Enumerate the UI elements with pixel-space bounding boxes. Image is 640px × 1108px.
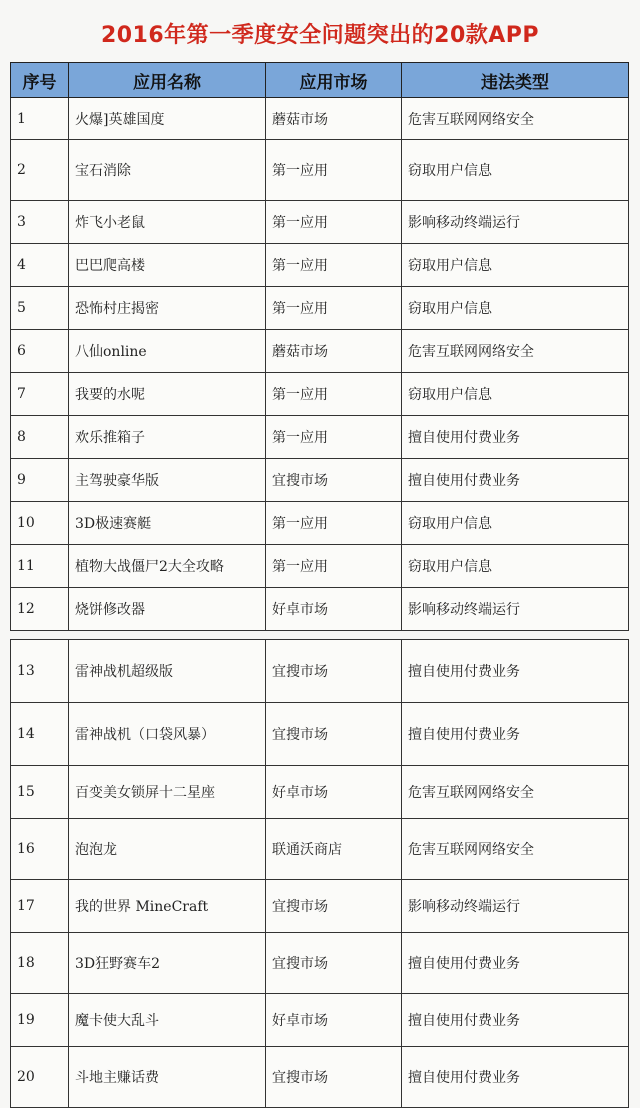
cell-index: 4	[11, 244, 69, 287]
cell-violation-type: 窃取用户信息	[402, 373, 629, 416]
cell-index: 2	[11, 140, 69, 201]
cell-app-name: 我的世界 MineCraft	[69, 880, 266, 933]
cell-market: 宜搜市场	[266, 703, 402, 766]
cell-app-name: 雷神战机（口袋风暴）	[69, 703, 266, 766]
table-row	[11, 880, 629, 933]
cell-app-name: 泡泡龙	[69, 819, 266, 880]
header-row	[11, 63, 629, 98]
cell-market: 第一应用	[266, 416, 402, 459]
cell-market: 第一应用	[266, 140, 402, 201]
cell-app-name: 百变美女锁屏十二星座	[69, 766, 266, 819]
table-gap	[11, 631, 629, 640]
cell-violation-type: 危害互联网网络安全	[402, 330, 629, 373]
app-table	[10, 62, 629, 1108]
cell-app-name: 欢乐推箱子	[69, 416, 266, 459]
cell-market: 宜搜市场	[266, 459, 402, 502]
table-row	[11, 994, 629, 1047]
cell-violation-type: 窃取用户信息	[402, 287, 629, 330]
header-app-name: 应用名称	[69, 63, 266, 98]
cell-app-name: 八仙online	[69, 330, 266, 373]
cell-violation-type: 影响移动终端运行	[402, 588, 629, 631]
cell-market: 第一应用	[266, 201, 402, 244]
cell-violation-type: 擅自使用付费业务	[402, 994, 629, 1047]
table-row	[11, 416, 629, 459]
table-row	[11, 287, 629, 330]
cell-market: 好卓市场	[266, 994, 402, 1047]
header-market: 应用市场	[266, 63, 402, 98]
cell-violation-type: 影响移动终端运行	[402, 201, 629, 244]
cell-app-name: 3D极速赛艇	[69, 502, 266, 545]
cell-market: 好卓市场	[266, 766, 402, 819]
cell-violation-type: 危害互联网网络安全	[402, 98, 629, 140]
cell-app-name: 炸飞小老鼠	[69, 201, 266, 244]
cell-violation-type: 擅自使用付费业务	[402, 416, 629, 459]
table-row	[11, 459, 629, 502]
cell-market: 宜搜市场	[266, 1047, 402, 1108]
table-row	[11, 201, 629, 244]
cell-market: 第一应用	[266, 244, 402, 287]
cell-market: 蘑菇市场	[266, 98, 402, 140]
cell-market: 好卓市场	[266, 588, 402, 631]
cell-app-name: 宝石消除	[69, 140, 266, 201]
table-row	[11, 502, 629, 545]
cell-violation-type: 窃取用户信息	[402, 545, 629, 588]
cell-app-name: 3D狂野赛车2	[69, 933, 266, 994]
cell-violation-type: 擅自使用付费业务	[402, 703, 629, 766]
cell-violation-type: 危害互联网网络安全	[402, 766, 629, 819]
table-row	[11, 640, 629, 703]
cell-index: 5	[11, 287, 69, 330]
cell-violation-type: 危害互联网网络安全	[402, 819, 629, 880]
cell-violation-type: 擅自使用付费业务	[402, 933, 629, 994]
table-row	[11, 766, 629, 819]
cell-app-name: 斗地主赚话费	[69, 1047, 266, 1108]
cell-app-name: 恐怖村庄揭密	[69, 287, 266, 330]
cell-app-name: 主驾驶豪华版	[69, 459, 266, 502]
cell-index: 7	[11, 373, 69, 416]
cell-index: 6	[11, 330, 69, 373]
table-row	[11, 588, 629, 631]
table-row	[11, 140, 629, 201]
cell-index: 3	[11, 201, 69, 244]
cell-index: 18	[11, 933, 69, 994]
cell-index: 19	[11, 994, 69, 1047]
page-title: 2016年第一季度安全问题突出的20款APP	[100, 23, 540, 48]
cell-app-name: 魔卡使大乱斗	[69, 994, 266, 1047]
cell-index: 13	[11, 640, 69, 703]
cell-market: 第一应用	[266, 287, 402, 330]
cell-market: 第一应用	[266, 502, 402, 545]
cell-app-name: 烧饼修改器	[69, 588, 266, 631]
cell-market: 第一应用	[266, 545, 402, 588]
table-row	[11, 244, 629, 287]
cell-index: 11	[11, 545, 69, 588]
cell-violation-type: 窃取用户信息	[402, 244, 629, 287]
cell-app-name: 植物大战僵尸2大全攻略	[69, 545, 266, 588]
cell-violation-type: 擅自使用付费业务	[402, 459, 629, 502]
table-row	[11, 98, 629, 140]
table-row	[11, 819, 629, 880]
table-row	[11, 373, 629, 416]
cell-index: 1	[11, 98, 69, 140]
cell-index: 16	[11, 819, 69, 880]
cell-app-name: 巴巴爬高楼	[69, 244, 266, 287]
table-row	[11, 933, 629, 994]
cell-index: 12	[11, 588, 69, 631]
cell-violation-type: 擅自使用付费业务	[402, 640, 629, 703]
cell-index: 17	[11, 880, 69, 933]
table-row	[11, 703, 629, 766]
cell-index: 15	[11, 766, 69, 819]
cell-index: 14	[11, 703, 69, 766]
cell-market: 联通沃商店	[266, 819, 402, 880]
header-index: 序号	[11, 63, 69, 98]
table-row	[11, 330, 629, 373]
cell-app-name: 雷神战机超级版	[69, 640, 266, 703]
header-violation-type: 违法类型	[402, 63, 629, 98]
cell-market: 宜搜市场	[266, 933, 402, 994]
table-row	[11, 1047, 629, 1108]
cell-index: 9	[11, 459, 69, 502]
cell-violation-type: 窃取用户信息	[402, 502, 629, 545]
cell-market: 蘑菇市场	[266, 330, 402, 373]
cell-index: 20	[11, 1047, 69, 1108]
cell-app-name: 火爆]英雄国度	[69, 98, 266, 140]
cell-violation-type: 擅自使用付费业务	[402, 1047, 629, 1108]
cell-market: 宜搜市场	[266, 880, 402, 933]
cell-index: 10	[11, 502, 69, 545]
cell-app-name: 我要的水呢	[69, 373, 266, 416]
table-row	[11, 545, 629, 588]
cell-violation-type: 窃取用户信息	[402, 140, 629, 201]
cell-violation-type: 影响移动终端运行	[402, 880, 629, 933]
cell-index: 8	[11, 416, 69, 459]
cell-market: 宜搜市场	[266, 640, 402, 703]
cell-market: 第一应用	[266, 373, 402, 416]
